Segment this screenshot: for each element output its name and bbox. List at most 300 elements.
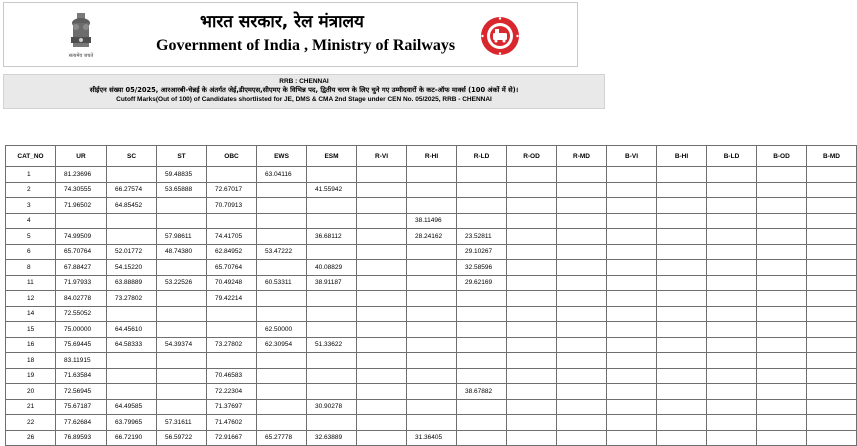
cutoff-cell [507, 260, 557, 276]
cutoff-cell [757, 306, 807, 322]
cutoff-cell [107, 229, 157, 245]
cutoff-cell: 70.46583 [207, 368, 257, 384]
cutoff-cell [507, 337, 557, 353]
cutoff-cell [407, 244, 457, 260]
table-row [6, 430, 857, 446]
cutoff-cell: 71.96502 [56, 198, 107, 214]
cutoff-cell: 38.11496 [407, 213, 457, 229]
cutoff-cell [407, 291, 457, 307]
cutoff-cell: 71.63584 [56, 368, 107, 384]
cutoff-cell: 73.27802 [207, 337, 257, 353]
cutoff-cell [757, 430, 807, 446]
cutoff-cell [707, 353, 757, 369]
cutoff-cell [257, 291, 307, 307]
cutoff-cell [657, 322, 707, 338]
cutoff-cell: 72.22304 [207, 384, 257, 400]
cat-no-cell: 22 [6, 415, 56, 431]
cutoff-cell [757, 182, 807, 198]
cutoff-cell [457, 167, 507, 183]
cutoff-cell: 53.47222 [257, 244, 307, 260]
cutoff-cell [807, 322, 857, 338]
cutoff-cell [507, 322, 557, 338]
cutoff-cell [557, 213, 607, 229]
cutoff-cell [807, 167, 857, 183]
cat-no-cell: 5 [6, 229, 56, 245]
cutoff-cell [807, 306, 857, 322]
cutoff-cell: 38.91187 [307, 275, 357, 291]
cutoff-cell: 73.27802 [107, 291, 157, 307]
table-row [6, 229, 857, 245]
cutoff-cell [757, 291, 807, 307]
cutoff-cell: 30.90278 [307, 399, 357, 415]
cutoff-cell [357, 229, 407, 245]
cutoff-cell [807, 368, 857, 384]
cutoff-cell [557, 368, 607, 384]
cutoff-cell: 75.67187 [56, 399, 107, 415]
cutoff-cell [457, 353, 507, 369]
cutoff-cell [407, 322, 457, 338]
cutoff-cell: 57.31611 [157, 415, 207, 431]
cutoff-cell [307, 213, 357, 229]
cutoff-cell: 64.45610 [107, 322, 157, 338]
cutoff-cell [507, 368, 557, 384]
cutoff-cell [257, 182, 307, 198]
cutoff-cell [607, 337, 657, 353]
column-header: B-MD [807, 146, 857, 167]
cutoff-cell [257, 229, 307, 245]
cutoff-cell: 70.49248 [207, 275, 257, 291]
cutoff-cell: 70.70913 [207, 198, 257, 214]
cutoff-cell: 48.74380 [157, 244, 207, 260]
header-banner [3, 2, 578, 67]
cutoff-cell [357, 198, 407, 214]
cutoff-cell: 65.27778 [257, 430, 307, 446]
cutoff-cell [707, 368, 757, 384]
cutoff-cell: 31.36405 [407, 430, 457, 446]
column-header: B-HI [657, 146, 707, 167]
cutoff-cell [157, 213, 207, 229]
cutoff-cell [257, 213, 307, 229]
cutoff-cell [457, 337, 507, 353]
cutoff-cell [657, 198, 707, 214]
cutoff-cell [657, 260, 707, 276]
cutoff-cell: 75.69445 [56, 337, 107, 353]
cutoff-cell: 36.68112 [307, 229, 357, 245]
column-header: R-LD [457, 146, 507, 167]
cutoff-cell [307, 353, 357, 369]
cutoff-cell [757, 399, 807, 415]
table-row [6, 182, 857, 198]
cutoff-cell [757, 260, 807, 276]
cutoff-cell [407, 415, 457, 431]
cutoff-cell [457, 430, 507, 446]
cutoff-cell [557, 306, 607, 322]
cutoff-cell [207, 213, 257, 229]
cutoff-cell [807, 182, 857, 198]
cutoff-cell [357, 337, 407, 353]
cutoff-cell [607, 399, 657, 415]
cutoff-cell [757, 322, 807, 338]
cutoff-cell: 56.59722 [157, 430, 207, 446]
cutoff-cell: 62.30954 [257, 337, 307, 353]
cutoff-cell [657, 415, 707, 431]
cutoff-cell [607, 213, 657, 229]
cat-no-cell: 26 [6, 430, 56, 446]
cat-no-cell: 2 [6, 182, 56, 198]
cutoff-cell [307, 384, 357, 400]
cutoff-cell: 74.30555 [56, 182, 107, 198]
notice-english-line: Cutoff Marks(Out of 100) of Candidates shortlisted for JE, DMS & CMA 2nd Stage under CEN No. 05/2025, RRB - CHENNAI [116, 96, 492, 103]
cutoff-cell [657, 167, 707, 183]
cutoff-cell: 67.88427 [56, 260, 107, 276]
cutoff-cell [357, 306, 407, 322]
cutoff-cell [207, 322, 257, 338]
cutoff-cell [107, 368, 157, 384]
cutoff-cell [357, 353, 407, 369]
cutoff-cell [457, 415, 507, 431]
cat-no-cell: 16 [6, 337, 56, 353]
table-row [6, 198, 857, 214]
cutoff-cell [707, 260, 757, 276]
cutoff-cell [707, 244, 757, 260]
cutoff-cell: 62.84952 [207, 244, 257, 260]
cutoff-cell [407, 275, 457, 291]
cutoff-cell [607, 306, 657, 322]
cutoff-cell [157, 260, 207, 276]
cutoff-cell [457, 322, 507, 338]
cutoff-cell [457, 198, 507, 214]
cutoff-cell: 77.62684 [56, 415, 107, 431]
cutoff-cell: 53.65888 [157, 182, 207, 198]
cutoff-cell: 65.70764 [56, 244, 107, 260]
cutoff-cell [107, 353, 157, 369]
column-header: R-VI [357, 146, 407, 167]
cutoff-cell [607, 244, 657, 260]
cutoff-cell [157, 322, 207, 338]
cutoff-cell: 66.27574 [107, 182, 157, 198]
cutoff-cell [507, 182, 557, 198]
cutoff-cell [807, 260, 857, 276]
cutoff-cell: 29.62169 [457, 275, 507, 291]
cutoff-cell [607, 368, 657, 384]
table-row [6, 260, 857, 276]
cat-no-cell: 18 [6, 353, 56, 369]
cat-no-cell: 15 [6, 322, 56, 338]
cutoff-cell: 51.33622 [307, 337, 357, 353]
cutoff-cell [607, 260, 657, 276]
cutoff-cell [357, 213, 407, 229]
cutoff-cell: 38.67882 [457, 384, 507, 400]
cutoff-cell [757, 337, 807, 353]
cutoff-cell [257, 415, 307, 431]
cutoff-cell [257, 384, 307, 400]
column-header: SC [107, 146, 157, 167]
column-header: ESM [307, 146, 357, 167]
cutoff-cell [357, 399, 407, 415]
cutoff-cell [757, 167, 807, 183]
cutoff-cell: 59.48835 [157, 167, 207, 183]
cutoff-cell: 72.67017 [207, 182, 257, 198]
cutoff-cell [557, 291, 607, 307]
notice-hindi-line: सीईएन संख्या 05/2025, आरआरबी-चेन्नई के अंतर्गत जेई,डीएमएस,सीएमए के विभिन्न पद, द्वितीय चरण के लिए चुने गए उम्मीदवारों के कट-ऑफ मार्क्स (100 अंकों में से)। [89, 86, 519, 94]
cutoff-cell [607, 275, 657, 291]
table-row [6, 291, 857, 307]
cutoff-cell: 53.22526 [157, 275, 207, 291]
cutoff-cell: 71.97933 [56, 275, 107, 291]
cutoff-cell [707, 213, 757, 229]
table-row [6, 322, 857, 338]
cat-no-cell: 6 [6, 244, 56, 260]
cutoff-cell [707, 399, 757, 415]
cutoff-cell [507, 430, 557, 446]
cutoff-cell [757, 415, 807, 431]
cutoff-cell [457, 213, 507, 229]
cutoff-cell [607, 229, 657, 245]
cutoff-marks-table [5, 145, 857, 446]
english-title: Government of India , Ministry of Railways [156, 37, 456, 54]
cutoff-cell: 79.42214 [207, 291, 257, 307]
cutoff-cell [557, 275, 607, 291]
cutoff-cell [307, 368, 357, 384]
cutoff-cell [607, 384, 657, 400]
cutoff-cell [607, 167, 657, 183]
cutoff-cell [557, 399, 607, 415]
cutoff-cell [457, 399, 507, 415]
cutoff-cell [657, 244, 707, 260]
cutoff-cell: 81.23696 [56, 167, 107, 183]
cutoff-cell [657, 430, 707, 446]
cutoff-cell [507, 306, 557, 322]
cutoff-cell [257, 198, 307, 214]
cat-no-cell: 3 [6, 198, 56, 214]
cutoff-cell [807, 244, 857, 260]
cutoff-cell [507, 244, 557, 260]
cutoff-cell: 84.02778 [56, 291, 107, 307]
notice-rrb-line: RRB : CHENNAI [279, 78, 329, 85]
cat-no-cell: 19 [6, 368, 56, 384]
cutoff-cell [357, 430, 407, 446]
cutoff-cell [607, 415, 657, 431]
table-row [6, 415, 857, 431]
cutoff-cell [557, 182, 607, 198]
cutoff-cell: 76.89593 [56, 430, 107, 446]
cutoff-cell [407, 353, 457, 369]
cutoff-cell [707, 430, 757, 446]
cutoff-cell [707, 384, 757, 400]
cutoff-cell [707, 291, 757, 307]
cutoff-cell: 32.63889 [307, 430, 357, 446]
cutoff-cell [157, 291, 207, 307]
cutoff-cell [657, 368, 707, 384]
cutoff-cell: 74.99509 [56, 229, 107, 245]
cutoff-cell [757, 275, 807, 291]
cutoff-cell: 74.41705 [207, 229, 257, 245]
cutoff-cell [207, 167, 257, 183]
notice-box [3, 74, 605, 109]
cutoff-cell [357, 275, 407, 291]
cat-no-cell: 21 [6, 399, 56, 415]
cutoff-cell [357, 182, 407, 198]
cutoff-cell [257, 260, 307, 276]
column-header: CAT_NO [6, 146, 56, 167]
table-body [6, 167, 857, 446]
cutoff-cell [157, 306, 207, 322]
cutoff-cell: 83.11915 [56, 353, 107, 369]
column-header: R-HI [407, 146, 457, 167]
cutoff-cell [507, 399, 557, 415]
cutoff-cell [307, 322, 357, 338]
cutoff-cell [357, 260, 407, 276]
cutoff-cell: 60.53311 [257, 275, 307, 291]
cutoff-cell [357, 244, 407, 260]
cutoff-cell [657, 306, 707, 322]
cutoff-cell [657, 229, 707, 245]
cutoff-cell [807, 399, 857, 415]
column-header: B-VI [607, 146, 657, 167]
cutoff-cell [507, 291, 557, 307]
cutoff-cell [557, 384, 607, 400]
cutoff-cell [657, 213, 707, 229]
cat-no-cell: 8 [6, 260, 56, 276]
cutoff-cell [157, 399, 207, 415]
cutoff-cell [557, 337, 607, 353]
cutoff-cell [707, 275, 757, 291]
cutoff-cell [757, 384, 807, 400]
cutoff-cell [507, 198, 557, 214]
cutoff-cell [157, 384, 207, 400]
cutoff-cell [257, 399, 307, 415]
cutoff-cell [307, 415, 357, 431]
cutoff-cell [707, 198, 757, 214]
cutoff-cell [507, 353, 557, 369]
cat-no-cell: 12 [6, 291, 56, 307]
cutoff-cell [807, 291, 857, 307]
cutoff-cell [257, 353, 307, 369]
cat-no-cell: 14 [6, 306, 56, 322]
cutoff-cell [407, 260, 457, 276]
cutoff-cell [257, 368, 307, 384]
cutoff-cell [707, 322, 757, 338]
cutoff-cell [557, 430, 607, 446]
cutoff-cell [757, 198, 807, 214]
cutoff-cell: 64.85452 [107, 198, 157, 214]
cutoff-cell [407, 368, 457, 384]
cutoff-cell [157, 368, 207, 384]
cutoff-cell [607, 430, 657, 446]
cutoff-cell: 75.00000 [56, 322, 107, 338]
cutoff-cell [207, 306, 257, 322]
cutoff-cell [557, 322, 607, 338]
cutoff-cell [707, 337, 757, 353]
cutoff-cell [807, 384, 857, 400]
cutoff-cell [557, 415, 607, 431]
cutoff-cell [807, 275, 857, 291]
cutoff-cell [807, 229, 857, 245]
cutoff-cell: 63.88889 [107, 275, 157, 291]
cutoff-cell [757, 229, 807, 245]
cutoff-cell: 64.58333 [107, 337, 157, 353]
cutoff-cell: 65.70764 [207, 260, 257, 276]
cutoff-cell [307, 306, 357, 322]
cutoff-cell [557, 353, 607, 369]
cutoff-cell: 72.55052 [56, 306, 107, 322]
cutoff-cell [457, 291, 507, 307]
cutoff-cell [56, 213, 107, 229]
cutoff-cell [507, 213, 557, 229]
cat-no-cell: 20 [6, 384, 56, 400]
cutoff-cell [807, 353, 857, 369]
cutoff-cell: 57.98611 [157, 229, 207, 245]
indian-railways-logo-icon [480, 16, 520, 56]
cutoff-cell: 66.72190 [107, 430, 157, 446]
cutoff-cell [657, 353, 707, 369]
cat-no-cell: 4 [6, 213, 56, 229]
cutoff-cell [507, 415, 557, 431]
cutoff-cell [457, 368, 507, 384]
cutoff-cell [707, 182, 757, 198]
cutoff-cell: 54.15220 [107, 260, 157, 276]
cutoff-cell [407, 399, 457, 415]
cutoff-cell [407, 384, 457, 400]
cat-no-cell: 1 [6, 167, 56, 183]
cutoff-cell [357, 291, 407, 307]
cutoff-cell [457, 182, 507, 198]
header-row [6, 146, 857, 167]
cutoff-cell [357, 368, 407, 384]
cutoff-cell: 52.01772 [107, 244, 157, 260]
cutoff-cell: 63.79965 [107, 415, 157, 431]
cutoff-cell: 62.50000 [257, 322, 307, 338]
cutoff-cell [607, 291, 657, 307]
cutoff-cell [107, 167, 157, 183]
column-header: OBC [207, 146, 257, 167]
cutoff-cell [657, 337, 707, 353]
cutoff-cell [357, 415, 407, 431]
table-header [6, 146, 857, 167]
cutoff-cell [257, 306, 307, 322]
national-emblem-icon [66, 11, 96, 61]
cutoff-cell: 72.91667 [207, 430, 257, 446]
table-row [6, 275, 857, 291]
column-header: R-OD [507, 146, 557, 167]
cutoff-cell [807, 415, 857, 431]
cutoff-cell [407, 337, 457, 353]
cutoff-cell [357, 167, 407, 183]
cutoff-cell [407, 198, 457, 214]
cutoff-cell [457, 306, 507, 322]
cutoff-cell [707, 229, 757, 245]
cutoff-cell [157, 198, 207, 214]
cutoff-cell [657, 182, 707, 198]
cutoff-cell [557, 260, 607, 276]
cutoff-cell: 23.52811 [457, 229, 507, 245]
cutoff-cell [557, 198, 607, 214]
column-header: UR [56, 146, 107, 167]
cutoff-cell [107, 384, 157, 400]
cutoff-cell [757, 244, 807, 260]
cutoff-cell [507, 167, 557, 183]
cutoff-cell [807, 198, 857, 214]
cutoff-cell: 28.24162 [407, 229, 457, 245]
cutoff-cell: 71.37697 [207, 399, 257, 415]
cutoff-cell [807, 213, 857, 229]
table-row [6, 306, 857, 322]
cat-no-cell: 11 [6, 275, 56, 291]
cutoff-cell [707, 415, 757, 431]
cutoff-cell [307, 167, 357, 183]
cutoff-cell [757, 213, 807, 229]
cutoff-cell [607, 353, 657, 369]
